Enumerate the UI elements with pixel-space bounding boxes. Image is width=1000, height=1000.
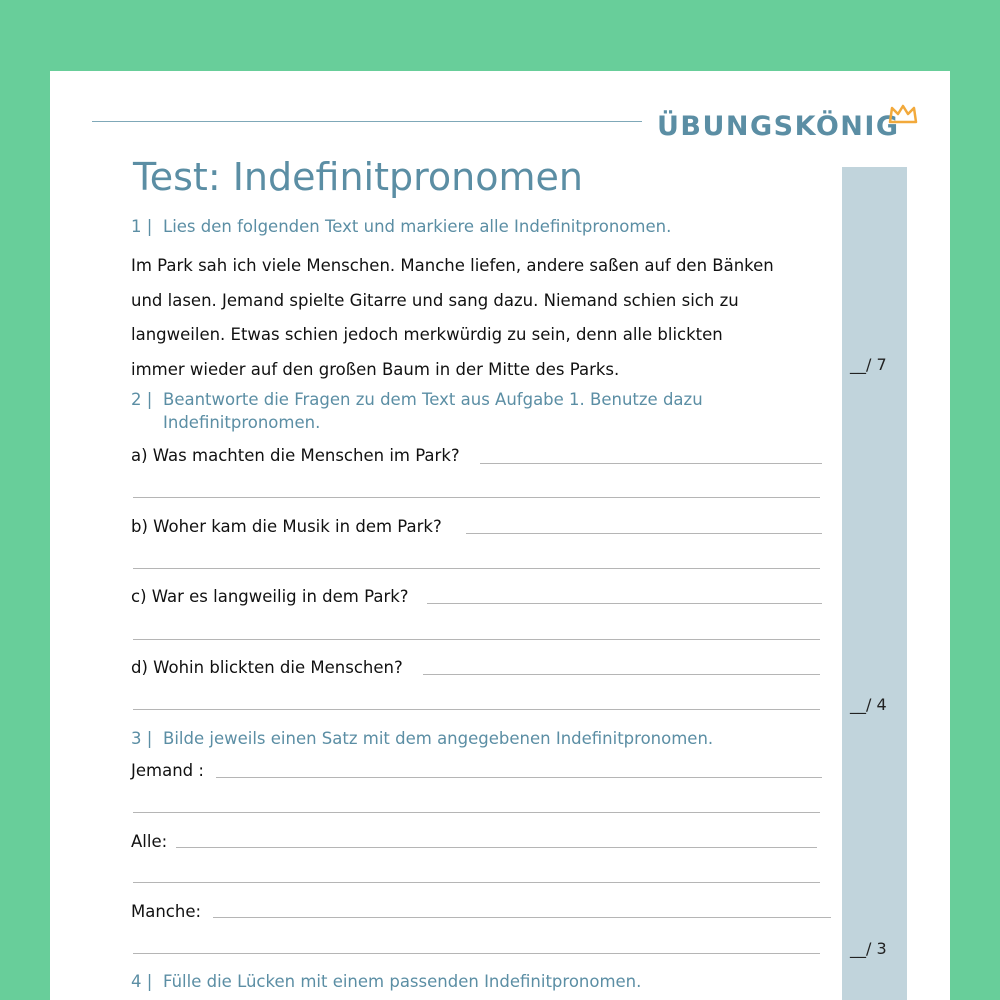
score-column [842, 167, 907, 1000]
text-line: und lasen. Jemand spielte Gitarre und sang dazu. Niemand schien sich zu [131, 290, 739, 310]
answer-line[interactable] [133, 568, 820, 569]
task-number: 2 | [131, 390, 153, 409]
question-c: c) War es langweilig in dem Park? [131, 587, 409, 606]
task-number: 3 | [131, 729, 153, 748]
answer-line[interactable] [133, 639, 820, 640]
task-3-heading [131, 727, 743, 750]
task-number: 1 | [131, 217, 153, 236]
question-b: b) Woher kam die Musik in dem Park? [131, 517, 442, 536]
task-instruction: Lies den folgenden Text und markiere alle Indefinitpronomen. [163, 217, 672, 236]
answer-line[interactable] [133, 497, 820, 498]
score-task-1: __/ 7 [850, 355, 887, 374]
page-title: Test: Indefinitpronomen [133, 155, 583, 199]
answer-line[interactable] [133, 812, 820, 813]
text-line: langweilen. Etwas schien jedoch merkwürdig zu sein, denn alle blickten [131, 325, 723, 344]
task-1-heading [131, 215, 743, 238]
answer-line[interactable] [133, 953, 820, 954]
crown-icon [888, 104, 918, 124]
prompt-jemand: Jemand : [131, 761, 204, 780]
task-2-heading [131, 388, 743, 434]
answer-line[interactable] [176, 847, 817, 848]
brand-logo: ÜBUNGSKÖNIG [657, 111, 900, 142]
question-a: a) Was machten die Menschen im Park? [131, 446, 460, 465]
header-rule [92, 121, 642, 122]
answer-line[interactable] [133, 709, 820, 710]
answer-line[interactable] [213, 917, 831, 918]
question-d: d) Wohin blickten die Menschen? [131, 658, 403, 677]
answer-line[interactable] [133, 882, 820, 883]
answer-line[interactable] [480, 463, 822, 464]
answer-line[interactable] [427, 603, 822, 604]
task-4-heading [131, 970, 743, 993]
task-instruction: Fülle die Lücken mit einem passenden Indefinitpronomen. [163, 972, 642, 991]
task-instruction: Beantworte die Fragen zu dem Text aus Aufgabe 1. Benutze dazu Indefinitpronomen. [163, 390, 703, 432]
text-line: Im Park sah ich viele Menschen. Manche liefen, andere saßen auf den Bänken [131, 256, 774, 275]
score-task-2: __/ 4 [850, 695, 887, 714]
text-line: immer wieder auf den großen Baum in der Mitte des Parks. [131, 359, 620, 379]
worksheet [50, 71, 950, 1000]
prompt-manche: Manche: [131, 902, 202, 921]
task-number: 4 | [131, 972, 153, 991]
answer-line[interactable] [466, 533, 822, 534]
answer-line[interactable] [216, 777, 822, 778]
prompt-alle: Alle: [131, 832, 168, 851]
task-1-text [131, 249, 831, 387]
task-instruction: Bilde jeweils einen Satz mit dem angegebenen Indefinitpronomen. [163, 729, 714, 748]
score-task-3: __/ 3 [850, 939, 887, 958]
answer-line[interactable] [423, 674, 820, 675]
